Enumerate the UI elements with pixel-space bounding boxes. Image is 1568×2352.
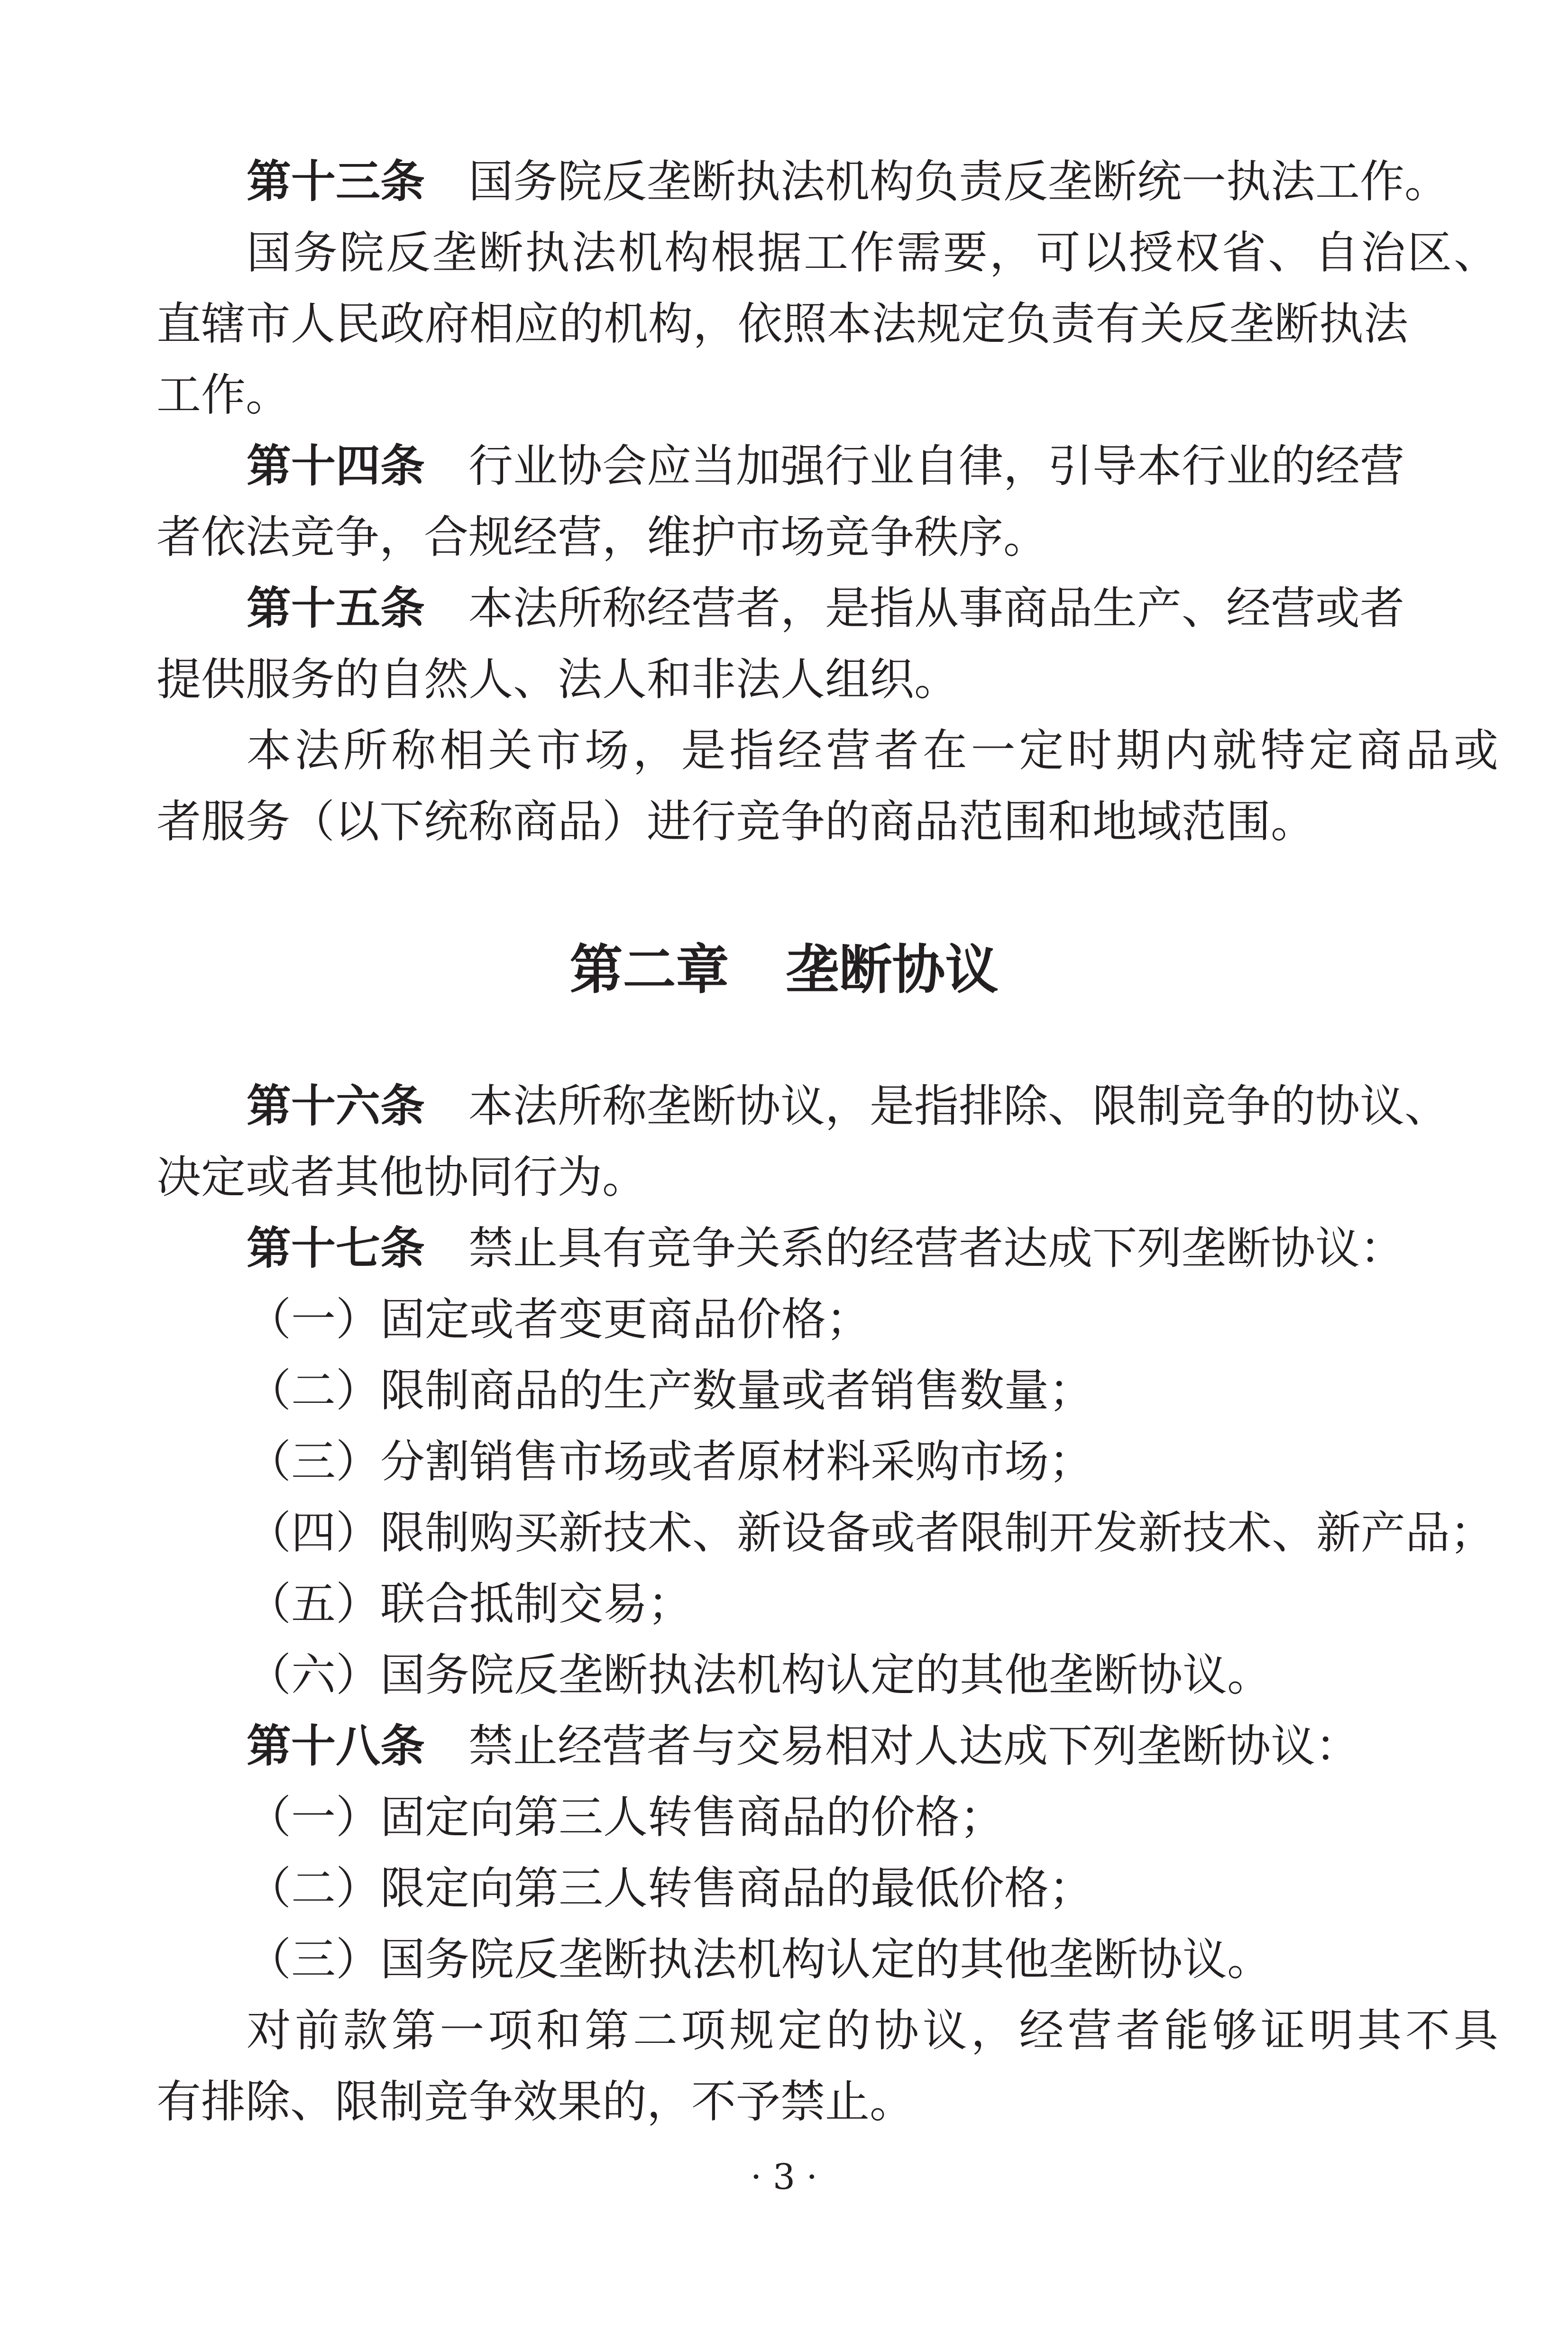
chapter-title: 垄断协议 [786,939,999,1001]
article-15-line-1 [247,583,1498,634]
article-14-label: 第十四条 [247,440,425,492]
article-15-para-2-line-2: 者服务（以下统称商品）进行竞争的商品范围和地域范围。 [156,796,1316,848]
article-17-item: （三）分割销售市场或者原材料采购市场； [247,1436,1094,1488]
article-15-text: 本法所称经营者，是指从事商品生产、经营或者 [468,583,1405,634]
article-17-label: 第十七条 [247,1223,425,1274]
article-14-text: 行业协会应当加强行业自律，引导本行业的经营 [468,440,1405,492]
article-13-para-2-line-3: 工作。 [156,369,291,421]
article-13-para-2-line-2: 直辖市人民政府相应的机构，依照本法规定负责有关反垄断执法 [156,298,1408,350]
article-18-item: （二）限定向第三人转售商品的最低价格； [247,1863,1094,1914]
article-16-label: 第十六条 [247,1080,425,1132]
article-17-line-1 [247,1223,1498,1274]
article-16-line-1 [247,1080,1498,1132]
article-17-item: （四）限制购买新技术、新设备或者限制开发新技术、新产品； [247,1507,1495,1559]
article-16-text: 本法所称垄断协议，是指排除、限制竞争的协议、 [468,1080,1449,1132]
article-13-para-2-line-1: 国务院反垄断执法机构根据工作需要，可以授权省、自治区、 [247,227,1498,279]
article-14-line-1 [247,440,1498,492]
article-18-text: 禁止经营者与交易相对人达成下列垄断协议： [468,1721,1360,1772]
article-15-para-2-line-1: 本法所称相关市场，是指经营者在一定时期内就特定商品或 [247,725,1498,777]
article-17-item: （六）国务院反垄断执法机构认定的其他垄断协议。 [247,1649,1272,1701]
page-number: · 3 · [750,2157,818,2197]
chapter-number: 第二章 [569,939,729,1001]
article-14-line-2: 者依法竞争，合规经营，维护市场竞争秩序。 [156,512,1048,563]
article-13-line-1 [247,156,1498,208]
article-17-item: （一）固定或者变更商品价格； [247,1294,871,1345]
article-18-item: （一）固定向第三人转售商品的价格； [247,1792,1005,1843]
chapter-heading [0,939,1568,1001]
article-18-label: 第十八条 [247,1721,425,1772]
article-15-label: 第十五条 [247,583,425,634]
article-18-item: （三）国务院反垄断执法机构认定的其他垄断协议。 [247,1934,1272,1986]
article-18-line-1 [247,1721,1498,1772]
article-13-text: 国务院反垄断执法机构负责反垄断统一执法工作。 [468,156,1449,208]
article-17-text: 禁止具有竞争关系的经营者达成下列垄断协议： [468,1223,1405,1274]
article-15-line-2: 提供服务的自然人、法人和非法人组织。 [156,654,959,705]
article-17-item: （二）限制商品的生产数量或者销售数量； [247,1365,1094,1417]
article-18-para-2-line-2: 有排除、限制竞争效果的，不予禁止。 [156,2076,915,2128]
article-17-item: （五）联合抵制交易； [247,1578,693,1630]
article-16-line-2: 决定或者其他协同行为。 [156,1152,647,1203]
article-13-label: 第十三条 [247,156,425,208]
article-18-para-2-line-1: 对前款第一项和第二项规定的协议，经营者能够证明其不具 [247,2005,1498,2057]
